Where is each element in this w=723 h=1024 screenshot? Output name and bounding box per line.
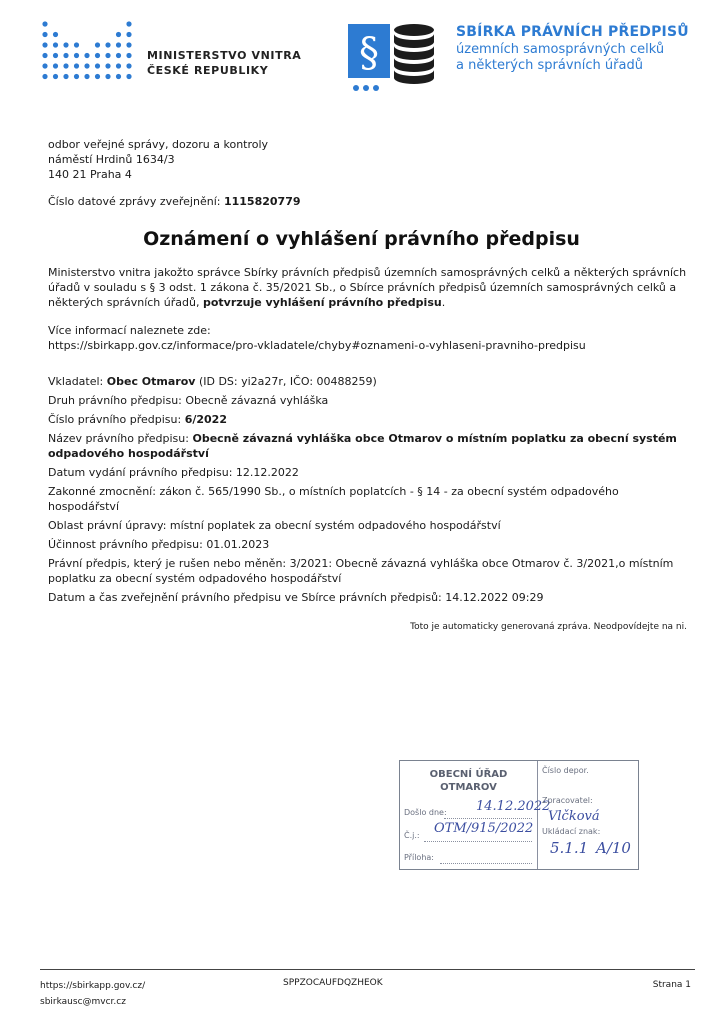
message-id-label: Číslo datové zprávy zveřejnění: <box>48 195 221 208</box>
paragraph-database-icon <box>346 22 438 94</box>
stamp-dotted-line <box>424 840 532 842</box>
stamp-depot-label: Číslo depor. <box>542 766 589 775</box>
field-value: 01.01.2023 <box>206 538 270 551</box>
stamp-storage-value: 5.1.1 <box>550 839 589 857</box>
field-label: Druh právního předpisu: <box>48 394 182 407</box>
more-info-label: Více informací naleznete zde: <box>48 324 211 337</box>
svg-text:§: § <box>359 30 379 76</box>
field-label: Účinnost právního předpisu: <box>48 538 203 551</box>
document-title: Oznámení o vyhlášení právního předpisu <box>143 228 580 250</box>
field-issued <box>48 465 688 480</box>
footer-document-code: SPPZOCAUFDQZHEOK <box>283 978 383 988</box>
field-value: zákon č. 565/1990 Sb., o místních poplatcích - § 14 - za obecní systém odpadového hospodářství <box>48 485 619 513</box>
field-label: Datum vydání právního předpisu: <box>48 466 233 479</box>
sender-address <box>48 137 268 182</box>
stamp-storage-label: Ukládací znak: <box>542 827 601 836</box>
field-value: Obecně závazná vyhláška <box>185 394 329 407</box>
office-receipt-stamp <box>399 760 639 870</box>
stamp-ref-label: Č.j.: <box>404 831 420 840</box>
registry-subtitle-line1: územních samosprávných celků <box>456 42 665 57</box>
address-line1: odbor veřejné správy, dozoru a kontroly <box>48 138 269 151</box>
field-value: 6/2022 <box>184 413 227 426</box>
field-effective <box>48 537 688 552</box>
dotted-m-logo-icon <box>40 18 132 82</box>
address-line3: 140 21 Praha 4 <box>48 168 132 181</box>
stamp-ref-value: OTM/915/2022 <box>434 821 534 836</box>
field-value: Obec Otmarov <box>106 375 196 388</box>
footer-site-link[interactable]: https://sbirkapp.gov.cz/ <box>40 981 146 991</box>
field-label: Název právního předpisu: <box>48 432 189 445</box>
more-info <box>48 323 586 353</box>
stamp-dotted-line <box>444 817 532 819</box>
stamp-received-label: Došlo dne: <box>404 808 447 817</box>
field-name <box>48 431 688 461</box>
field-value: 12.12.2022 <box>235 466 299 479</box>
stamp-received-value: 14.12.2022 <box>476 799 551 814</box>
footer-divider <box>40 969 695 970</box>
ministry-name-line1: MINISTERSTVO VNITRA <box>147 49 302 62</box>
stamp-office-name <box>400 768 537 794</box>
stamp-processed-value: Vlčková <box>548 809 600 824</box>
address-line2: náměstí Hrdinů 1634/3 <box>48 153 175 166</box>
registry-title: SBÍRKA PRÁVNÍCH PŘEDPISŮ <box>456 24 689 40</box>
field-published <box>48 590 688 605</box>
field-label: Zakonné zmocnění: <box>48 485 156 498</box>
field-value: Obecně závazná vyhláška obce Otmarov o místním poplatku za obecní systém odpadového hospodářství <box>48 432 677 460</box>
field-submitter <box>48 374 688 389</box>
field-label: Vkladatel: <box>48 375 104 388</box>
field-value: 14.12.2022 09:29 <box>445 591 544 604</box>
message-id-value: 1115820779 <box>223 195 301 208</box>
footer-page-number: Strana 1 <box>652 980 691 990</box>
ministry-name-line2: ČESKÉ REPUBLIKY <box>147 64 269 77</box>
field-value: 3/2021: Obecně závazná vyhláška obce Otmarov č. 3/2021,o místním poplatku za obecní systém odpadového hospodářství <box>48 557 674 585</box>
auto-generated-note: Toto je automaticky generovaná zpráva. Neodpovídejte na ni. <box>410 622 687 632</box>
footer-email-link[interactable]: sbirkausc@mvcr.cz <box>40 997 126 1007</box>
intro-text: Ministerstvo vnitra jakožto správce Sbírky právních předpisů územních samosprávných celků a některých správních úřadů v souladu s § 3 odst. 1 zákona č. 35/2021 Sb., o Sbírce právních předpisů územních samosprávných celků a některých správních úřadů, <box>48 266 687 309</box>
intro-bold: potvrzuje vyhlášení právního předpisu <box>202 296 442 309</box>
stamp-processed-label: Zpracovatel: <box>542 796 593 805</box>
field-label: Číslo právního předpisu: <box>48 413 182 426</box>
ministry-name <box>147 48 301 78</box>
stamp-attach-label: Příloha: <box>404 853 434 862</box>
stamp-dotted-line <box>440 862 532 864</box>
more-info-url[interactable]: https://sbirkapp.gov.cz/informace/pro-vkladatele/chyby#oznameni-o-vyhlaseni-pravniho-predpisu <box>48 339 586 352</box>
field-number <box>48 412 688 427</box>
intro-paragraph <box>48 265 688 310</box>
message-id <box>48 195 301 208</box>
field-authority <box>48 484 688 514</box>
registry-subtitle-line2: a některých správních úřadů <box>456 58 643 73</box>
field-label: Datum a čas zveřejnění právního předpisu ve Sbírce právních předpisů: <box>48 591 442 604</box>
stamp-storage-value2: A/10 <box>596 839 631 857</box>
field-value-ids: (ID DS: yi2a27r, IČO: 00488259) <box>195 375 377 388</box>
document-fields <box>48 374 688 609</box>
field-type <box>48 393 688 408</box>
intro-end: . <box>441 296 446 309</box>
stamp-office-line1: OBECNÍ ÚŘAD <box>429 769 508 780</box>
registry-subtitle <box>456 42 664 74</box>
stamp-office-line2: OTMAROV <box>440 782 497 793</box>
stamp-divider <box>537 761 538 869</box>
field-label: Oblast právní úpravy: <box>48 519 167 532</box>
field-value: místní poplatek za obecní systém odpadového hospodářství <box>169 519 501 532</box>
field-area <box>48 518 688 533</box>
field-repealed <box>48 556 688 586</box>
field-label: Právní předpis, který je rušen nebo měněn: <box>48 557 287 570</box>
footer-contacts <box>40 978 145 1010</box>
